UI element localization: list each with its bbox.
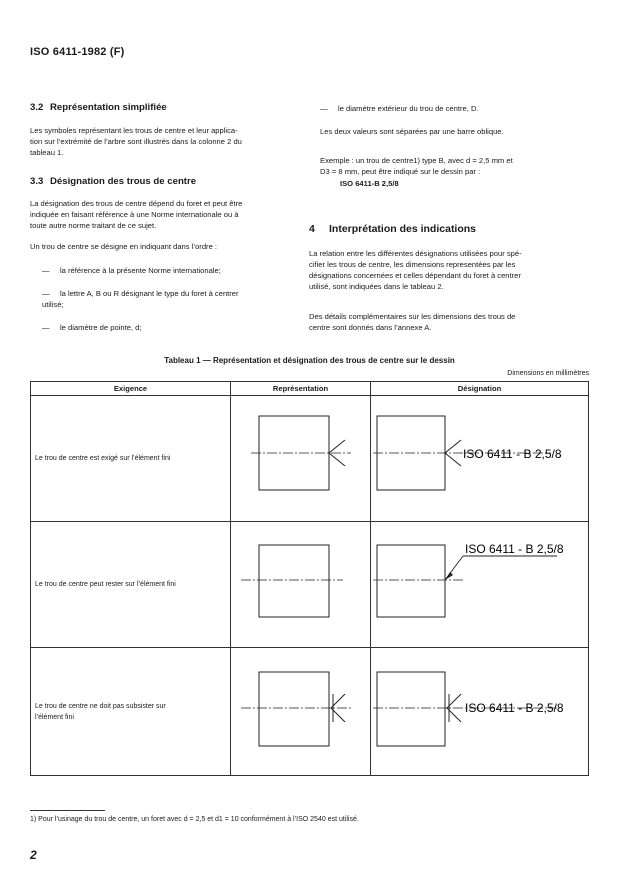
column-header: Désignation — [371, 382, 589, 396]
section-3-3-title: Désignation des trous de centre — [50, 176, 197, 187]
text-line: l’élément fini — [35, 713, 74, 721]
representation-drawing — [231, 648, 371, 775]
section-3-3-intro: Un trou de centre se désigne en indiquant dans l’ordre : — [30, 242, 218, 251]
section-3-3-number: 3.3 — [30, 176, 44, 187]
representation-drawing — [231, 396, 371, 521]
section-3-3-heading — [30, 176, 196, 187]
section-4-body-1 — [309, 248, 522, 292]
list-item-text: la lettre A, B ou R désignant le type du foret à centrer — [60, 289, 239, 298]
example-designation: ISO 6411-B 2,5/8 — [340, 179, 399, 188]
table-row — [31, 522, 589, 648]
requirement-cell — [31, 396, 231, 522]
dash-glyph: — — [42, 289, 50, 298]
footnote-divider — [30, 810, 105, 811]
section-3-2-number: 3.2 — [30, 102, 44, 113]
table-row — [31, 396, 589, 522]
table-header-row — [31, 382, 589, 396]
section-4-heading — [309, 223, 476, 235]
section-4-number: 4 — [309, 223, 315, 235]
text-line: La désignation des trous de centre dépend du foret et peut être — [30, 199, 243, 208]
column-header: Exigence — [31, 382, 231, 396]
table-1 — [30, 381, 589, 776]
designation-label: ISO 6411 - B 2,5/8 — [463, 447, 562, 461]
representation-cell — [231, 648, 371, 776]
designation-cell — [371, 522, 589, 648]
requirement-cell — [31, 648, 231, 776]
units-note: Dimensions en millimètres — [507, 370, 589, 377]
designation-drawing — [371, 648, 589, 775]
example-text-line-2: D3 = 8 mm, peut être indiqué sur le dessin par : — [320, 167, 481, 176]
requirement-text: Le trou de centre peut rester sur l’élément fini — [35, 581, 176, 588]
designation-cell — [371, 396, 589, 522]
designation-drawing — [371, 396, 589, 521]
text-line: Les symboles représentant les trous de centre et leur applica- — [30, 126, 238, 135]
representation-drawing — [231, 522, 371, 647]
designation-drawing — [371, 522, 589, 647]
section-3-2-heading — [30, 102, 167, 113]
example-text-line-1: Exemple : un trou de centre1) type B, avec d = 2,5 mm et — [320, 156, 513, 165]
text-line: tion sur l’extrémité de l’arbre sont illustrés dans la colonne 2 du — [30, 137, 242, 146]
list-item — [42, 288, 302, 299]
text-line: utilisé, sont indiquées dans le tableau 2. — [309, 282, 444, 291]
section-3-2-body — [30, 125, 242, 158]
table-row — [31, 648, 589, 776]
text-line: toute autre norme traitant de ce sujet. — [30, 221, 157, 230]
requirement-text — [31, 701, 230, 723]
designation-label: ISO 6411 - B 2,5/8 — [465, 701, 564, 715]
list-item — [320, 103, 590, 114]
dash-glyph: — — [42, 323, 50, 332]
list-item-text: le diamètre extérieur du trou de centre, D. — [338, 104, 479, 113]
requirement-cell — [31, 522, 231, 648]
text-line: La relation entre les différentes désignations utilisées pour spé- — [309, 249, 522, 258]
text-line: cifier les trous de centre, les dimensions representées par les — [309, 260, 516, 269]
section-3-2-title: Représentation simplifiée — [50, 102, 167, 113]
text-line: tableau 1. — [30, 148, 64, 157]
list-item-text: la référence à la présente Norme internationale; — [60, 266, 221, 275]
text-line: Le trou de centre ne doit pas subsister sur — [35, 702, 166, 710]
text-line: centre sont donnés dans l’annexe A. — [309, 323, 432, 332]
list-item-continuation: utilisé; — [42, 300, 64, 309]
section-4-body-2 — [309, 311, 515, 333]
list-item — [42, 322, 302, 333]
designation-cell — [371, 648, 589, 776]
column-header: Représentation — [231, 382, 371, 396]
designation-label: ISO 6411 - B 2,5/8 — [465, 542, 564, 556]
representation-cell — [231, 396, 371, 522]
list-item-text: le diamètre de pointe, d; — [60, 323, 142, 332]
text-line: Des détails complémentaires sur les dimensions des trous de — [309, 312, 516, 321]
text-line: désignations concernées et celles dépendant du foret à centrer — [309, 271, 521, 280]
dash-glyph: — — [42, 266, 50, 275]
dash-glyph: — — [320, 104, 328, 113]
footnote: 1) Pour l’usinage du trou de centre, un foret avec d = 2,5 et d1 = 10 conformément à l’ISO 2540 est utilisé. — [30, 816, 359, 823]
section-3-3-body — [30, 198, 242, 231]
requirement-text: Le trou de centre est exigé sur l’élément fini — [35, 455, 171, 462]
table-caption: Tableau 1 — Représentation et désignation des trous de centre sur le dessin — [164, 356, 455, 365]
list-item — [42, 265, 302, 276]
separator-note: Les deux valeurs sont séparées par une barre oblique. — [320, 127, 504, 136]
document-header: ISO 6411-1982 (F) — [30, 46, 125, 58]
text-line: indiquée en faisant référence à une Norme internationale ou à — [30, 210, 239, 219]
page-number: 2 — [30, 848, 37, 862]
representation-cell — [231, 522, 371, 648]
section-4-title: Interprétation des indications — [329, 223, 477, 235]
